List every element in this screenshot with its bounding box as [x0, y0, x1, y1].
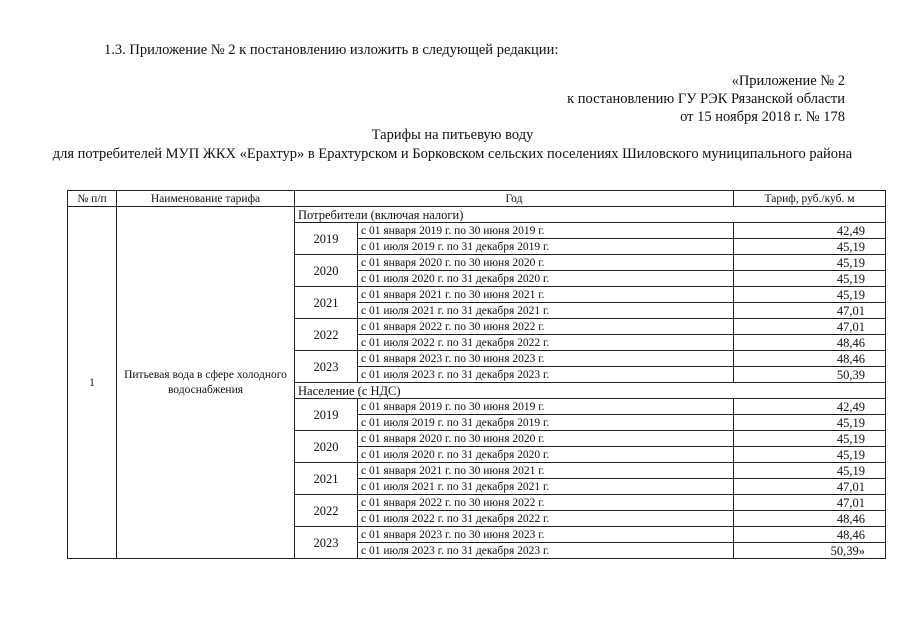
period-cell: с 01 января 2023 г. по 30 июня 2023 г. [358, 527, 734, 543]
header-year: Год [295, 191, 734, 207]
period-cell: с 01 июля 2022 г. по 31 декабря 2022 г. [358, 511, 734, 527]
tariff-value-cell: 45,19 [734, 271, 886, 287]
period-cell: с 01 июля 2020 г. по 31 декабря 2020 г. [358, 447, 734, 463]
header-tariff-name: Наименование тарифа [117, 191, 295, 207]
year-cell: 2022 [295, 319, 358, 351]
tariff-value-cell: 45,19 [734, 463, 886, 479]
period-cell: с 01 января 2019 г. по 30 июня 2019 г. [358, 399, 734, 415]
tariff-value-cell: 48,46 [734, 351, 886, 367]
tariff-value-cell: 47,01 [734, 303, 886, 319]
year-cell: 2020 [295, 431, 358, 463]
row-number-cell: 1 [68, 207, 117, 559]
header-number: № п/п [68, 191, 117, 207]
table-body [68, 207, 886, 559]
period-cell: с 01 июля 2021 г. по 31 декабря 2021 г. [358, 303, 734, 319]
tariff-value-cell: 42,49 [734, 399, 886, 415]
period-cell: с 01 июля 2022 г. по 31 декабря 2022 г. [358, 335, 734, 351]
tariff-value-cell: 48,46 [734, 335, 886, 351]
period-cell: с 01 января 2022 г. по 30 июня 2022 г. [358, 319, 734, 335]
period-cell: с 01 июля 2020 г. по 31 декабря 2020 г. [358, 271, 734, 287]
header-tariff-value: Тариф, руб./куб. м [734, 191, 886, 207]
year-cell: 2019 [295, 223, 358, 255]
tariff-value-cell: 45,19 [734, 239, 886, 255]
tariff-value-cell: 48,46 [734, 511, 886, 527]
document-title: Тарифы на питьевую воду [371, 127, 534, 143]
table-header-row [68, 191, 886, 207]
tariff-table [67, 190, 886, 559]
annex-line-1: «Приложение № 2 [731, 73, 845, 89]
period-cell: с 01 июля 2019 г. по 31 декабря 2019 г. [358, 239, 734, 255]
tariff-value-cell: 50,39» [734, 543, 886, 559]
period-cell: с 01 июля 2019 г. по 31 декабря 2019 г. [358, 415, 734, 431]
tariff-value-cell: 42,49 [734, 223, 886, 239]
tariff-value-cell: 47,01 [734, 479, 886, 495]
tariff-value-cell: 45,19 [734, 287, 886, 303]
tariff-value-cell: 47,01 [734, 495, 886, 511]
period-cell: с 01 января 2023 г. по 30 июня 2023 г. [358, 351, 734, 367]
year-cell: 2021 [295, 463, 358, 495]
group-label-cell: Потребители (включая налоги) [295, 207, 886, 223]
table-row [68, 207, 886, 223]
year-cell: 2023 [295, 527, 358, 559]
period-cell: с 01 января 2021 г. по 30 июня 2021 г. [358, 463, 734, 479]
annex-reference [567, 72, 845, 126]
tariff-value-cell: 45,19 [734, 255, 886, 271]
tariff-value-cell: 45,19 [734, 447, 886, 463]
amendment-intro: 1.3. Приложение № 2 к постановлению изложить в следующей редакции: [104, 42, 559, 58]
tariff-value-cell: 48,46 [734, 527, 886, 543]
document-subtitle: для потребителей МУП ЖКХ «Ерахтур» в Ерахтурском и Борковском сельских поселениях Шиловского муниципального района [52, 146, 853, 162]
year-cell: 2021 [295, 287, 358, 319]
period-cell: с 01 января 2019 г. по 30 июня 2019 г. [358, 223, 734, 239]
tariff-name-cell: Питьевая вода в сфере холодного водоснабжения [117, 207, 295, 559]
annex-line-3: от 15 ноября 2018 г. № 178 [680, 109, 845, 125]
period-cell: с 01 июля 2023 г. по 31 декабря 2023 г. [358, 543, 734, 559]
period-cell: с 01 июля 2021 г. по 31 декабря 2021 г. [358, 479, 734, 495]
tariff-value-cell: 50,39 [734, 367, 886, 383]
period-cell: с 01 января 2022 г. по 30 июня 2022 г. [358, 495, 734, 511]
year-cell: 2020 [295, 255, 358, 287]
period-cell: с 01 июля 2023 г. по 31 декабря 2023 г. [358, 367, 734, 383]
tariff-value-cell: 45,19 [734, 415, 886, 431]
year-cell: 2023 [295, 351, 358, 383]
tariff-value-cell: 45,19 [734, 431, 886, 447]
period-cell: с 01 января 2021 г. по 30 июня 2021 г. [358, 287, 734, 303]
tariff-value-cell: 47,01 [734, 319, 886, 335]
year-cell: 2022 [295, 495, 358, 527]
period-cell: с 01 января 2020 г. по 30 июня 2020 г. [358, 255, 734, 271]
group-label-cell: Население (с НДС) [295, 383, 886, 399]
year-cell: 2019 [295, 399, 358, 431]
annex-line-2: к постановлению ГУ РЭК Рязанской области [567, 91, 845, 107]
period-cell: с 01 января 2020 г. по 30 июня 2020 г. [358, 431, 734, 447]
